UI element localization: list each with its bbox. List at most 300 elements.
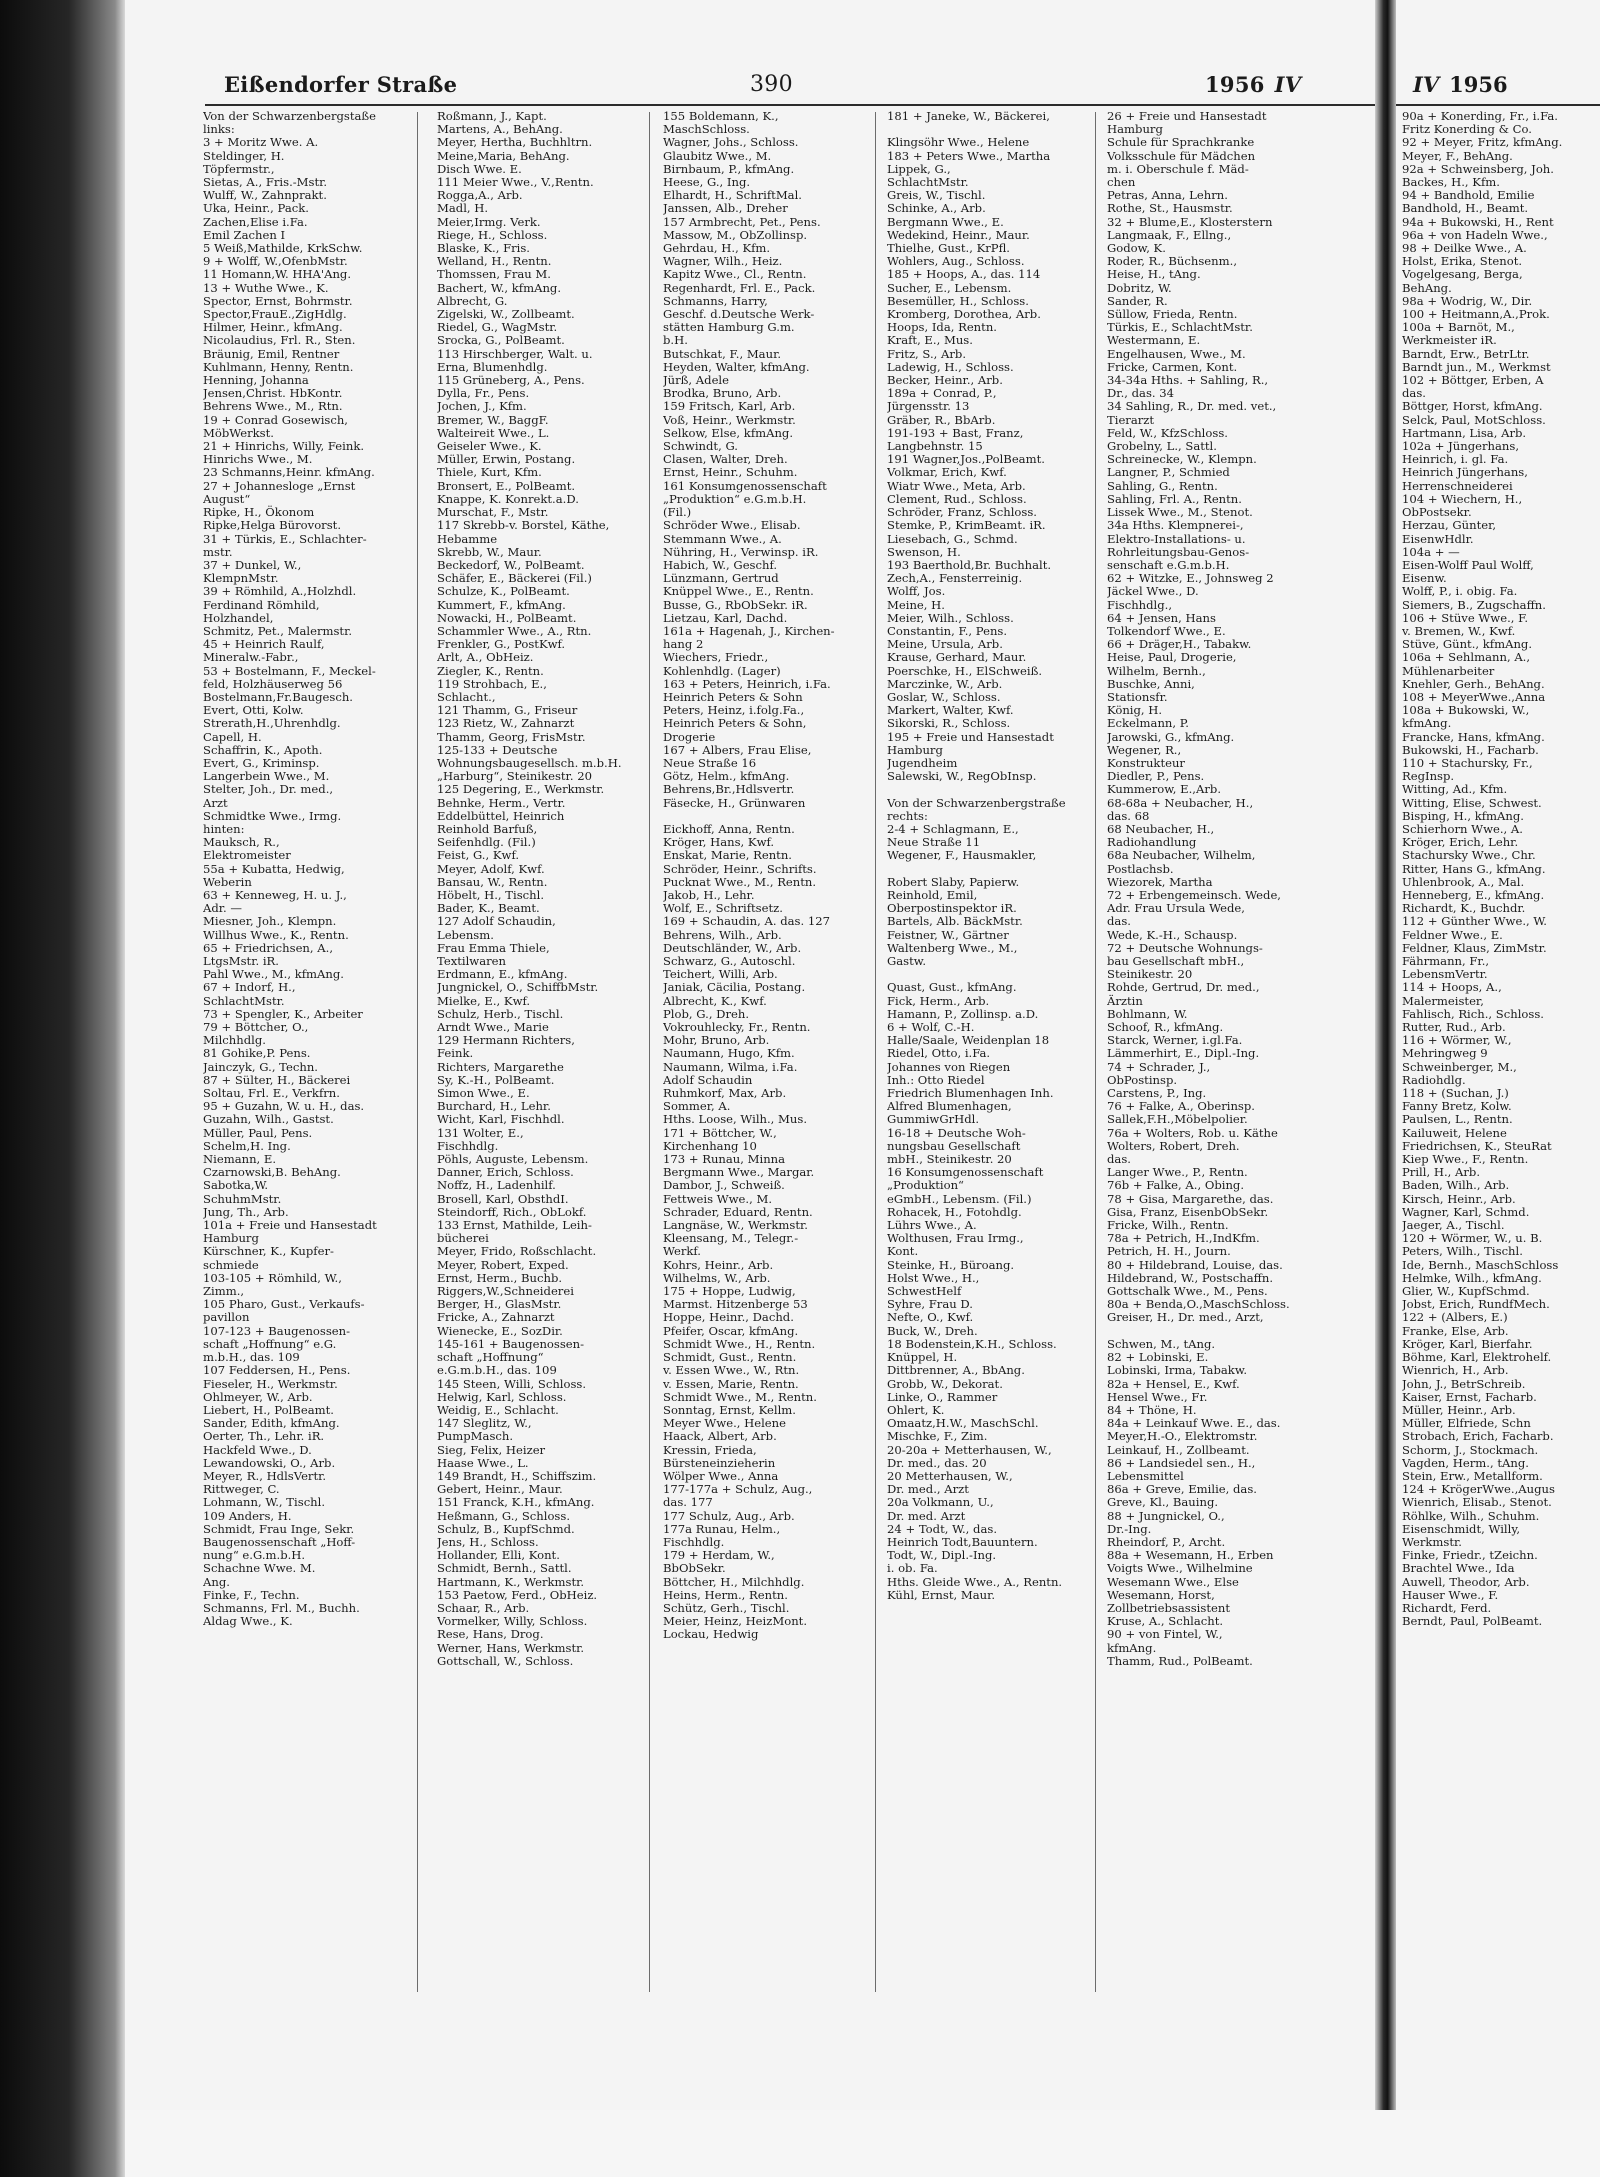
directory-entry: m. i. Oberschule f. Mäd- <box>1107 161 1249 176</box>
column-divider <box>649 112 650 1992</box>
directory-entry: Eddelbüttel, Heinrich <box>437 808 565 823</box>
directory-entry: Bohlmann, W. <box>1107 1006 1188 1021</box>
directory-entry: Friedrich Blumenhagen Inh. <box>887 1086 1054 1101</box>
directory-entry: Becker, Heinr., Arb. <box>887 373 1003 388</box>
directory-entry: Robert Slaby, Papierw. <box>887 874 1020 889</box>
directory-entry: Grobb, W., Dekorat. <box>887 1376 1003 1391</box>
directory-entry: 125-133 + Deutsche <box>437 742 558 757</box>
directory-entry: schaft „Hoffnung“ e.G. <box>203 1336 337 1351</box>
directory-entry: Fährmann, Fr., <box>1402 954 1490 968</box>
directory-entry: Malermeister, <box>1402 993 1484 1008</box>
directory-entry: Uhlenbrook, A., Mal. <box>1402 874 1525 889</box>
directory-entry: Langnäse, W., Werkmstr. <box>663 1218 808 1233</box>
directory-entry: 65 + Friedrichsen, A., <box>203 940 334 955</box>
directory-entry: Swenson, H. <box>887 544 961 559</box>
directory-entry: MaschSchloss. <box>663 122 750 137</box>
directory-entry: Schrader, Eduard, Rentn. <box>663 1204 813 1219</box>
directory-entry: Feist, G., Kwf. <box>437 848 520 863</box>
directory-entry: 120 + Wörmer, W., u. B. <box>1402 1231 1543 1246</box>
directory-entry: Bartels, Alb. BäckMstr. <box>887 914 1023 929</box>
column-1 <box>203 110 399 2105</box>
directory-entry: Weberin <box>203 874 252 889</box>
directory-entry: Langner, P., Schmied <box>1107 465 1230 480</box>
directory-entry: Von der Schwarzenbergstaße <box>203 110 377 123</box>
directory-entry: Hauser Wwe., F. <box>1402 1587 1499 1602</box>
directory-entry: Mielke, E., Kwf. <box>437 993 531 1008</box>
directory-entry: Neue Straße 11 <box>887 835 981 850</box>
directory-entry: Kromberg, Dorothea, Arb. <box>887 307 1041 322</box>
directory-entry: Glier, W., KupfSchmd. <box>1402 1284 1530 1299</box>
directory-entry: 81 Gohike,P. Pens. <box>203 1046 311 1061</box>
directory-entry: Adr. — <box>203 901 243 916</box>
directory-entry: Kohlenhdlg. (Lager) <box>663 663 781 678</box>
directory-entry: Bremer, W., BaggF. <box>437 412 549 427</box>
directory-entry: Spector, Ernst, Bohrmstr. <box>203 293 353 308</box>
directory-entry: Salewski, W., RegObInsp. <box>887 769 1037 784</box>
directory-entry: Hilmer, Heinr., kfmAng. <box>203 320 343 335</box>
directory-entry: Wolff, Jos. <box>887 584 946 599</box>
directory-entry: 34a Hths. Klempnerei-, <box>1107 518 1244 533</box>
directory-entry: 68-68a + Neubacher, H., <box>1107 795 1254 810</box>
directory-entry: Goslar, W., Schloss. <box>887 689 1001 704</box>
directory-entry: 82 + Lobinski, E. <box>1107 1350 1209 1365</box>
column-2 <box>437 110 633 2105</box>
directory-entry: Wilhelm, Bernh., <box>1107 663 1206 678</box>
directory-entry <box>887 783 1083 796</box>
directory-entry: Jensen,Christ. HbKontr. <box>203 386 343 401</box>
directory-entry: i. ob. Fa. <box>887 1561 938 1576</box>
directory-entry: Nühring, H., Verwinsp. iR. <box>663 544 819 559</box>
directory-entry: Schmitz, Pet., Malermstr. <box>203 623 353 638</box>
directory-entry: „Produktion“ e.G.m.b.H. <box>663 491 807 506</box>
directory-entry: Petrich, H. H., Journ. <box>1107 1244 1231 1259</box>
directory-entry: Vogelgesang, Berga, <box>1402 267 1523 282</box>
directory-entry: 24 + Todt, W., das. <box>887 1521 998 1536</box>
directory-entry: 16 Konsumgenossenschaft <box>887 1165 1044 1180</box>
directory-entry: Lohmann, W., Tischl. <box>203 1495 326 1510</box>
directory-entry: Milchhdlg. <box>203 1033 266 1048</box>
directory-entry: Röhlke, Wilh., Schuhm. <box>1402 1508 1540 1523</box>
directory-entry: Erna, Blumenhdlg. <box>437 359 548 374</box>
directory-entry: Gisa, Franz, EisenbObSekr. <box>1107 1204 1269 1219</box>
directory-entry: Werner, Hans, Werkmstr. <box>437 1640 585 1655</box>
directory-entry: Wolf, E., Schriftsetz. <box>663 901 783 916</box>
page-bottom-margin <box>125 2110 1600 2177</box>
directory-entry: RegInsp. <box>1402 769 1455 784</box>
directory-entry: 102a + Jüngerhans, <box>1402 439 1520 454</box>
directory-entry: 175 + Hoppe, Ludwig, <box>663 1284 796 1299</box>
directory-entry: Helmke, Wilh., kfmAng. <box>1402 1270 1542 1285</box>
directory-entry: Capell, H. <box>203 729 262 744</box>
directory-entry: Seifenhdlg. (Fil.) <box>437 835 536 850</box>
directory-entry: Glaubitz Wwe., M. <box>663 148 772 163</box>
directory-entry: Evert, G., Kriminsp. <box>203 755 320 770</box>
directory-entry: EisenwHdlr. <box>1402 531 1474 546</box>
directory-entry: b.H. <box>663 333 688 348</box>
directory-entry: Bansau, W., Rentn. <box>437 874 548 889</box>
year-volume <box>1205 72 1301 97</box>
directory-entry: Witting, Ad., Kfm. <box>1402 782 1508 797</box>
directory-entry: e.G.m.b.H., das. 109 <box>437 1363 557 1378</box>
directory-entry: Wegener, R., <box>1107 742 1182 757</box>
directory-entry: Albrecht, K., Kwf. <box>663 993 767 1008</box>
directory-entry: Petras, Anna, Lehrn. <box>1107 188 1228 203</box>
directory-entry: Jobst, Erich, RundfMech. <box>1402 1297 1550 1312</box>
directory-entry: Stemke, P., KrimBeamt. iR. <box>887 518 1046 533</box>
directory-entry: Liesebach, G., Schmd. <box>887 531 1018 546</box>
directory-entry: 55a + Kubatta, Hedwig, <box>203 861 345 876</box>
directory-entry: 21 + Hinrichs, Willy, Feink. <box>203 439 365 454</box>
directory-entry: 119 Strohbach, E., <box>437 676 547 691</box>
directory-entry: Wesemann Wwe., Else <box>1107 1574 1239 1589</box>
directory-entry: Wohnungsbaugesellsch. m.b.H. <box>437 755 622 770</box>
directory-entry: Leinkauf, H., Zollbeamt. <box>1107 1442 1250 1457</box>
directory-entry: Strobach, Erich, Facharb. <box>1402 1429 1554 1444</box>
directory-entry: 34 Sahling, R., Dr. med. vet., <box>1107 399 1277 414</box>
directory-entry: Miesner, Joh., Klempn. <box>203 914 337 929</box>
directory-entry: Henning, Johanna <box>203 373 309 388</box>
directory-entry: Disch Wwe. E. <box>437 161 522 176</box>
directory-entry: Ferdinand Römhild, <box>203 597 320 612</box>
directory-entry: Heßmann, G., Schloss. <box>437 1508 571 1523</box>
directory-entry: Oerter, Th., Lehr. iR. <box>203 1429 325 1444</box>
directory-entry: Siemers, B., Zugschaffn. <box>1402 597 1546 612</box>
directory-entry: 90a + Konerding, Fr., i.Fa. <box>1402 110 1558 123</box>
directory-entry: Jens, H., Schloss. <box>437 1534 539 1549</box>
directory-entry: Nowacki, H., PolBeamt. <box>437 610 577 625</box>
directory-entry: Schweinberger, M., <box>1402 1059 1517 1074</box>
directory-entry: SchwestHelf <box>887 1284 962 1299</box>
next-page-rule <box>1396 104 1600 106</box>
directory-entry: Selck, Paul, MotSchloss. <box>1402 412 1546 427</box>
directory-entry: Nicolaudius, Frl. R., Sten. <box>203 333 356 348</box>
directory-entry: Stüve, Günt., kfmAng. <box>1402 637 1533 652</box>
directory-entry: LtgsMstr. iR. <box>203 954 279 968</box>
directory-entry: Sahling, Frl. A., Rentn. <box>1107 491 1242 506</box>
directory-entry: Fick, Herm., Arb. <box>887 993 990 1008</box>
directory-entry: schaft „Hoffnung“ <box>437 1350 544 1365</box>
directory-entry: Erdmann, E., kfmAng. <box>437 967 568 982</box>
directory-entry: Evert, Otti, Kolw. <box>203 703 304 718</box>
directory-entry: Schmidt, Frau Inge, Sekr. <box>203 1521 355 1536</box>
directory-entry: 87 + Sülter, H., Bäckerei <box>203 1072 351 1087</box>
directory-entry: Ripke,Helga Bürovorst. <box>203 518 342 533</box>
directory-entry: Kraft, E., Mus. <box>887 333 973 348</box>
directory-entry: Massow, M., ObZollinsp. <box>663 227 808 242</box>
directory-entry: Kohrs, Heinr., Arb. <box>663 1257 774 1272</box>
directory-entry: Schütz, Gerh., Tischl. <box>663 1600 790 1615</box>
directory-entry: 161a + Hagenah, J., Kirchen- <box>663 623 835 638</box>
directory-entry: 177a Runau, Helm., <box>663 1521 781 1536</box>
directory-entry: Johannes von Riegen <box>887 1059 1011 1074</box>
directory-entry: Deutschländer, W., Arb. <box>663 940 802 955</box>
directory-entry: 2-4 + Schlagmann, E., <box>887 821 1019 836</box>
directory-entry: Fritz Konerding & Co. <box>1402 122 1532 137</box>
directory-entry: 72 + Erbengemeinsch. Wede, <box>1107 887 1281 902</box>
directory-entry: Ziegler, K., Rentn. <box>437 663 544 678</box>
directory-entry: Wiechers, Friedr., <box>663 650 769 665</box>
directory-entry: Mischke, F., Zim. <box>887 1429 988 1444</box>
directory-entry: Kirsch, Heinr., Arb. <box>1402 1191 1516 1206</box>
directory-entry: kfmAng. <box>1402 716 1452 731</box>
directory-entry: Ladewig, H., Schloss. <box>887 359 1014 374</box>
directory-entry <box>1107 1325 1303 1338</box>
directory-entry: Fricke, A., Zahnarzt <box>437 1310 555 1325</box>
directory-entry: Bostelmann,Fr.Baugesch. <box>203 689 353 704</box>
page-number: 390 <box>750 72 793 97</box>
directory-entry: Prill, H., Arb. <box>1402 1165 1481 1180</box>
directory-entry: Götz, Helm., kfmAng. <box>663 769 790 784</box>
directory-entry: Voigts Wwe., Wilhelmine <box>1107 1561 1253 1576</box>
directory-entry: Fischhdlg. <box>437 1138 499 1153</box>
directory-entry: chen <box>1107 175 1136 190</box>
directory-entry: Stemmann Wwe., A. <box>663 531 782 546</box>
directory-entry: Meyer,H.-O., Elektromstr. <box>1107 1429 1258 1444</box>
directory-entry: Plob, G., Dreh. <box>663 1006 750 1021</box>
directory-entry: 171 + Böttcher, W., <box>663 1125 777 1140</box>
directory-entry: Sabotka,W. <box>203 1178 269 1193</box>
directory-entry: Hths. Loose, Wilh., Mus. <box>663 1112 808 1127</box>
year: 1956 <box>1205 72 1265 97</box>
directory-entry: Elhardt, H., SchriftMal. <box>663 188 802 203</box>
directory-entry: Gastw. <box>887 954 927 968</box>
directory-entry: Lissek Wwe., M., Stenot. <box>1107 505 1253 520</box>
directory-entry: Backes, H., Kfm. <box>1402 175 1500 190</box>
directory-entry <box>887 863 1083 876</box>
directory-entry: 179 + Herdam, W., <box>663 1548 775 1563</box>
directory-entry: Naumann, Wilma, i.Fa. <box>663 1059 798 1074</box>
directory-entry: v. Essen Wwe., W., Rtn. <box>663 1363 800 1378</box>
directory-entry: 145-161 + Baugenossen- <box>437 1336 585 1351</box>
directory-entry: Beckedorf, W., PolBeamt. <box>437 557 585 572</box>
directory-entry: Langer Wwe., P., Rentn. <box>1107 1165 1248 1180</box>
directory-entry: Vokrouhlecky, Fr., Rentn. <box>663 1020 811 1035</box>
directory-entry: Roßmann, J., Kapt. <box>437 110 547 123</box>
directory-entry: 115 Grüneberg, A., Pens. <box>437 373 585 388</box>
directory-entry: Sallek,F.H.,Möbelpolier. <box>1107 1112 1248 1127</box>
directory-entry: Pöhls, Auguste, Lebensm. <box>437 1152 589 1167</box>
directory-entry: Hamann, P., Zollinsp. a.D. <box>887 1006 1039 1021</box>
directory-entry: 74 + Schrader, J., <box>1107 1059 1211 1074</box>
directory-entry: 117 Skrebb-v. Borstel, Käthe, <box>437 518 610 533</box>
directory-entry: Arlt, A., ObHeiz. <box>437 650 534 665</box>
directory-entry: Jainczyk, G., Techn. <box>203 1059 318 1074</box>
directory-entry: Stachursky Wwe., Chr. <box>1402 848 1536 863</box>
directory-entry: 161 Konsumgenossenschaft <box>663 478 827 493</box>
directory-entry: Selkow, Else, kfmAng. <box>663 425 794 440</box>
directory-entry: 131 Wolter, E., <box>437 1125 524 1140</box>
directory-entry: 3 + Moritz Wwe. A. <box>203 135 319 150</box>
directory-entry: Schammler Wwe., A., Rtn. <box>437 623 592 638</box>
directory-entry: Richters, Margarethe <box>437 1059 564 1074</box>
directory-entry: Frenkler, G., PostKwf. <box>437 637 566 652</box>
directory-entry: Feldner, Klaus, ZimMstr. <box>1402 940 1547 955</box>
directory-entry: Fricke, Wilh., Rentn. <box>1107 1218 1229 1233</box>
directory-entry: 53 + Bostelmann, F., Meckel- <box>203 663 376 678</box>
directory-entry: Dambor, J., Schweiß. <box>663 1178 785 1193</box>
directory-entry: Schäfer, E., Bäckerei (Fil.) <box>437 571 592 586</box>
directory-entry: 27 + Johannesloge „Ernst <box>203 478 356 493</box>
directory-entry: Hildebrand, W., Postschaffn. <box>1107 1270 1274 1285</box>
directory-entry: Eisenw. <box>1402 571 1447 586</box>
directory-entry: Pahl Wwe., M., kfmAng. <box>203 967 344 982</box>
directory-entry: 64 + Jensen, Hans <box>1107 610 1216 625</box>
directory-entry: Sonntag, Ernst, Kellm. <box>663 1402 796 1417</box>
directory-entry: Böhme, Karl, Elektrohelf. <box>1402 1350 1552 1365</box>
directory-entry: Roder, R., Büchsenm., <box>1107 254 1238 269</box>
directory-entry: 73 + Spengler, K., Arbeiter <box>203 1006 363 1021</box>
directory-entry: Steindorff, Rich., ObLokf. <box>437 1204 587 1219</box>
directory-entry: 76a + Wolters, Rob. u. Käthe <box>1107 1125 1278 1140</box>
directory-entry: Heinrich Peters & Sohn, <box>663 716 807 731</box>
directory-entry: Bergmann Wwe., Margar. <box>663 1165 815 1180</box>
directory-entry: Rutter, Rud., Arb. <box>1402 1020 1506 1035</box>
directory-entry: 109 Anders, H. <box>203 1508 292 1523</box>
directory-entry: 185 + Hoops, A., das. 114 <box>887 267 1041 282</box>
directory-entry: Berger, H., GlasMstr. <box>437 1297 562 1312</box>
directory-entry: Besemüller, H., Schloss. <box>887 293 1029 308</box>
directory-entry: Bader, K., Beamt. <box>437 901 540 916</box>
directory-entry: Kont. <box>887 1244 919 1259</box>
directory-entry: Mehringweg 9 <box>1402 1046 1488 1061</box>
next-page-fragment <box>1396 0 1600 2110</box>
directory-entry: 16-18 + Deutsche Woh- <box>887 1125 1026 1140</box>
directory-entry: Danner, Erich, Schloss. <box>437 1165 574 1180</box>
directory-entry: Meier, Wilh., Schloss. <box>887 610 1014 625</box>
directory-entry: 114 + Hoops, A., <box>1402 980 1502 995</box>
directory-entry: kfmAng. <box>1107 1640 1157 1655</box>
directory-entry: Volksschule für Mädchen <box>1107 148 1256 163</box>
directory-entry: Wienecke, E., SozDir. <box>437 1323 563 1338</box>
directory-entry: Dylla, Fr., Pens. <box>437 386 530 401</box>
directory-entry: Ritter, Hans G., kfmAng. <box>1402 861 1546 876</box>
directory-entry: Schmidt, Gust., Rentn. <box>663 1350 797 1365</box>
directory-entry: Rese, Hans, Drog. <box>437 1627 544 1642</box>
directory-entry: 123 Rietz, W., Zahnarzt <box>437 716 575 731</box>
directory-entry: 106a + Sehlmann, A., <box>1402 650 1531 665</box>
directory-entry: 100 + Heitmann,A.,Prok. <box>1402 307 1550 322</box>
directory-entry: Knüppel, H. <box>887 1350 958 1365</box>
directory-entry: 20-20a + Metterhausen, W., <box>887 1442 1052 1457</box>
directory-entry: Poerschke, H., ElSchweiß. <box>887 663 1043 678</box>
directory-entry: 155 Boldemann, K., <box>663 110 779 123</box>
directory-entry: Kröger, Karl, Bierfahr. <box>1402 1336 1533 1351</box>
directory-entry: Jung, Th., Arb. <box>203 1204 289 1219</box>
directory-entry: Fritz, S., Arb. <box>887 346 967 361</box>
directory-entry: Jakob, H., Lehr. <box>663 887 755 902</box>
directory-entry: Ripke, H., Ökonom <box>203 505 315 520</box>
directory-entry: Hartmann, K., Werkmstr. <box>437 1574 585 1589</box>
directory-entry: Lietzau, Karl, Dachd. <box>663 610 788 625</box>
directory-entry: Jarowski, G., kfmAng. <box>1107 729 1235 744</box>
directory-entry: 31 + Türkis, E., Schlachter- <box>203 531 367 546</box>
directory-entry: 88a + Wesemann, H., Erben <box>1107 1548 1274 1563</box>
directory-entry: Dittbrenner, A., BbAng. <box>887 1363 1025 1378</box>
directory-entry: Janiak, Cäcilia, Postang. <box>663 980 806 995</box>
directory-entry: Feld, W., KfzSchloss. <box>1107 425 1228 440</box>
directory-entry: Starck, Werner, i.gl.Fa. <box>1107 1033 1243 1048</box>
directory-entry: Oberpostinspektor iR. <box>887 901 1017 916</box>
directory-entry: Schröder, Heinr., Schrifts. <box>663 861 817 876</box>
directory-entry: Steinke, H., Büroang. <box>887 1257 1015 1272</box>
directory-entry: 37 + Dunkel, W., <box>203 557 302 572</box>
directory-entry: Greis, W., Tischl. <box>887 188 986 203</box>
directory-entry: Halle/Saale, Weidenplan 18 <box>887 1033 1050 1048</box>
directory-entry: Uka, Heinr., Pack. <box>203 201 309 216</box>
directory-entry: Mineralw.-Fabr., <box>203 650 299 665</box>
directory-entry: 76b + Falke, A., Obing. <box>1107 1178 1245 1193</box>
directory-entry: 78 + Gisa, Margarethe, das. <box>1107 1191 1274 1206</box>
directory-entry: Arzt <box>203 795 228 810</box>
directory-entry: GummiwGrHdl. <box>887 1112 980 1127</box>
directory-entry: Kühl, Ernst, Maur. <box>887 1587 996 1602</box>
directory-entry: 151 Franck, K.H., kfmAng. <box>437 1495 595 1510</box>
directory-entry: Bandhold, H., Beamt. <box>1402 201 1529 216</box>
directory-entry: Postlachsb. <box>1107 861 1174 876</box>
directory-entry: Feistner, W., Gärtner <box>887 927 1009 942</box>
directory-entry: (Fil.) <box>663 505 692 520</box>
directory-entry: Schwen, M., tAng. <box>1107 1336 1216 1351</box>
directory-entry: Bräunig, Emil, Rentner <box>203 346 340 361</box>
directory-entry: Wiezorek, Martha <box>1107 874 1213 889</box>
directory-entry: Schulze, K., PolBeamt. <box>437 584 570 599</box>
directory-entry: Aldag Wwe., K. <box>203 1614 293 1629</box>
directory-entry: Geiseler Wwe., K. <box>437 439 542 454</box>
directory-entry: 191-193 + Bast, Franz, <box>887 425 1024 440</box>
directory-entry: Clement, Rud., Schloss. <box>887 491 1027 506</box>
directory-entry: Wagner, Johs., Schloss. <box>663 135 799 150</box>
directory-entry: Kummert, F., kfmAng. <box>437 597 566 612</box>
directory-entry: Wede, K.-H., Schausp. <box>1107 927 1238 942</box>
directory-entry: 80 + Hildebrand, Louise, das. <box>1107 1257 1283 1272</box>
directory-entry: 67 + Indorf, H., <box>203 980 296 995</box>
directory-entry: Murschat, F., Mstr. <box>437 505 549 520</box>
directory-entry: Zigelski, W., Zollbeamt. <box>437 307 575 322</box>
directory-entry: Paulsen, L., Rentn. <box>1402 1112 1513 1127</box>
directory-entry: 104a + — <box>1402 544 1460 559</box>
directory-entry: 102 + Böttger, Erben, A <box>1402 373 1544 388</box>
directory-entry: 153 Paetow, Ferd., ObHeiz. <box>437 1587 598 1602</box>
directory-entry: Enskat, Marie, Rentn. <box>663 848 792 863</box>
directory-entry: Burchard, H., Lehr. <box>437 1099 551 1114</box>
directory-entry: 5 Weiß,Mathilde, KrkSchw. <box>203 241 363 256</box>
directory-entry: 26 + Freie und Hansestadt <box>1107 110 1267 123</box>
directory-entry: Wicht, Karl, Fischhdl. <box>437 1112 565 1127</box>
directory-entry: Welland, H., Rentn. <box>437 254 552 269</box>
directory-entry: Müller, Erwin, Postang. <box>437 452 576 467</box>
directory-entry: Kleensang, M., Telegr.- <box>663 1231 799 1246</box>
directory-entry: Schlacht., <box>437 689 496 704</box>
directory-entry: 110 + Stachursky, Fr., <box>1402 755 1533 770</box>
directory-entry: Stein, Erw., Metallform. <box>1402 1468 1543 1483</box>
directory-entry: BbObSekr. <box>663 1561 726 1576</box>
directory-entry: Dr. med. Arzt <box>887 1508 966 1523</box>
directory-entry: Vagden, Herm., tAng. <box>1402 1455 1529 1470</box>
directory-entry: SchlachtMstr. <box>203 993 285 1008</box>
directory-entry: 45 + Heinrich Raulf, <box>203 637 325 652</box>
directory-entry: Markert, Walter, Kwf. <box>887 703 1014 718</box>
directory-entry: Schreinecke, W., Klempn. <box>1107 452 1257 467</box>
directory-entry: Heyden, Walter, kfmAng. <box>663 359 810 374</box>
directory-entry: Brosell, Karl, ObsthdI. <box>437 1191 569 1206</box>
directory-entry: 90 + von Fintel, W., <box>1107 1627 1223 1642</box>
directory-entry: m.b.H., das. 109 <box>203 1350 300 1365</box>
directory-entry: Kressin, Frieda, <box>663 1442 757 1457</box>
directory-entry: Diedler, P., Pens. <box>1107 769 1205 784</box>
directory-entry: Behrens Wwe., M., Rtn. <box>203 399 343 414</box>
directory-entry: mbH., Steinikestr. 20 <box>887 1152 1012 1167</box>
directory-entry: Thamm, Georg, FrisMstr. <box>437 729 586 744</box>
